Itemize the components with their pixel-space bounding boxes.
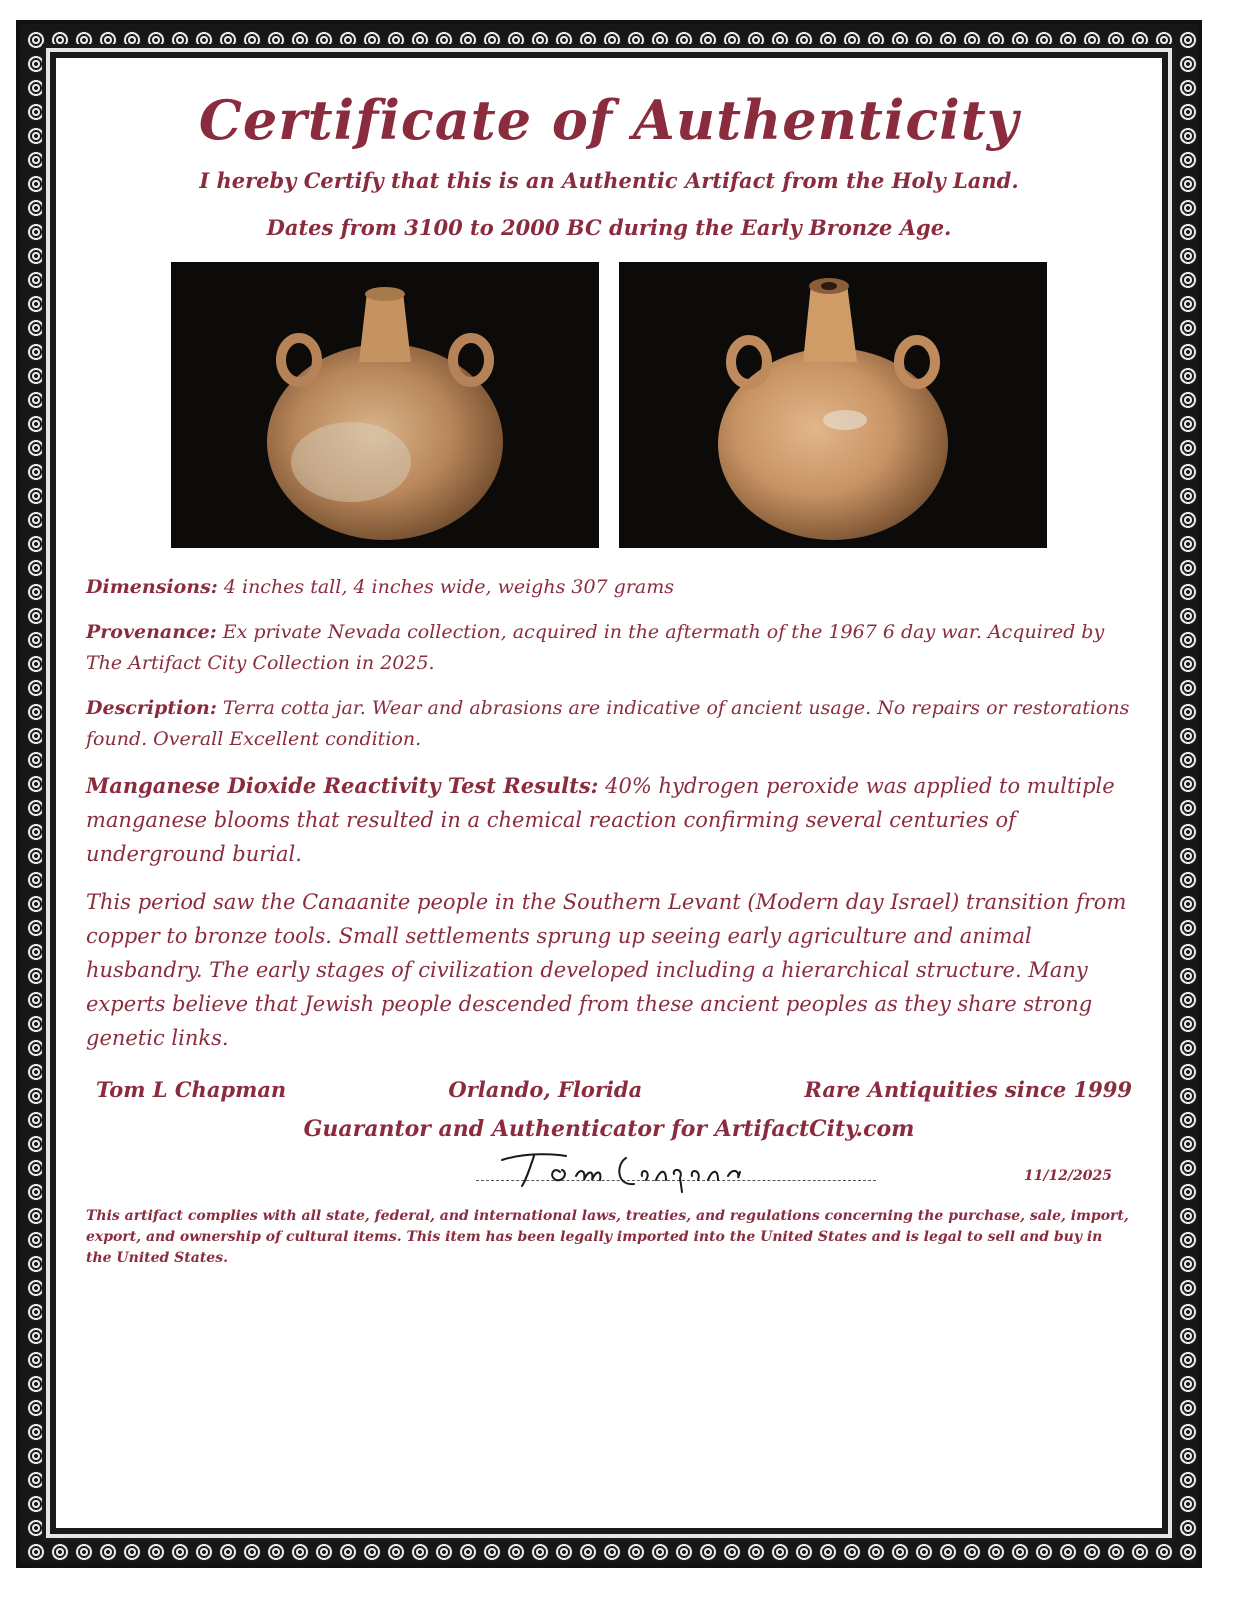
- jar-photo-icon: [619, 262, 1047, 548]
- date-range-statement: Dates from 3100 to 2000 BC during the Early Bronze Age.: [266, 215, 952, 240]
- artifact-photo-back: [619, 262, 1047, 548]
- signer-name: Tom L Chapman: [96, 1077, 287, 1102]
- guarantor-line: Guarantor and Authenticator for ArtifactCity.com: [303, 1116, 915, 1142]
- signer-location: Orlando, Florida: [448, 1077, 643, 1102]
- legal-notice: This artifact complies with all state, federal, and international laws, treaties, and regulations concerning the purchase, sale, import, export, and ownership of cultural items. This item has been legally imported into the United States and is legal to sell and buy in the United States.: [86, 1208, 1129, 1266]
- description-paragraph: [86, 693, 1132, 755]
- test-results-label: Manganese Dioxide Reactivity Test Results:: [86, 773, 599, 798]
- jar-photo-icon: [171, 262, 599, 548]
- dimensions-label: Dimensions:: [86, 576, 218, 598]
- handwritten-signature-icon: [496, 1146, 796, 1194]
- signature-line: [86, 1146, 1132, 1196]
- dimensions-text: 4 inches tall, 4 inches wide, weighs 307 grams: [223, 576, 675, 598]
- artifact-photos: [86, 262, 1132, 548]
- signature-date: 11/12/2025: [1023, 1168, 1112, 1184]
- certification-statement: I hereby Certify that this is an Authentic Artifact from the Holy Land.: [199, 168, 1019, 193]
- test-results-text: 40% hydrogen peroxide was applied to multiple manganese blooms that resulted in a chemical reaction confirming several centuries of underground burial.: [86, 774, 1115, 866]
- certificate-title: Certificate of Authenticity: [198, 88, 1020, 152]
- certificate-body: [50, 52, 1168, 1534]
- provenance-paragraph: [86, 617, 1132, 679]
- decorative-border: [16, 20, 1202, 1568]
- artifact-photo-front: [171, 262, 599, 548]
- test-results-paragraph: [86, 769, 1132, 871]
- signer-since: Rare Antiquities since 1999: [804, 1077, 1132, 1102]
- signer-info-row: [86, 1077, 1132, 1102]
- provenance-text: Ex private Nevada collection, acquired in the aftermath of the 1967 6 day war. Acquired by The Artifact City Collection in 2025.: [86, 621, 1105, 674]
- history-paragraph: This period saw the Canaanite people in the Southern Levant (Modern day Israel) transition from copper to bronze tools. Small settlements sprung up seeing early agriculture and animal husbandry. The early stages of civilization developed including a hierarchical structure. Many experts believe that Jewish people descended from these ancient peoples as they share strong genetic links.: [86, 890, 1127, 1050]
- description-label: Description:: [86, 697, 217, 719]
- provenance-label: Provenance:: [86, 621, 217, 643]
- dimensions-paragraph: [86, 572, 1132, 603]
- description-text: Terra cotta jar. Wear and abrasions are indicative of ancient usage. No repairs or restorations found. Overall Excellent condition.: [86, 697, 1130, 750]
